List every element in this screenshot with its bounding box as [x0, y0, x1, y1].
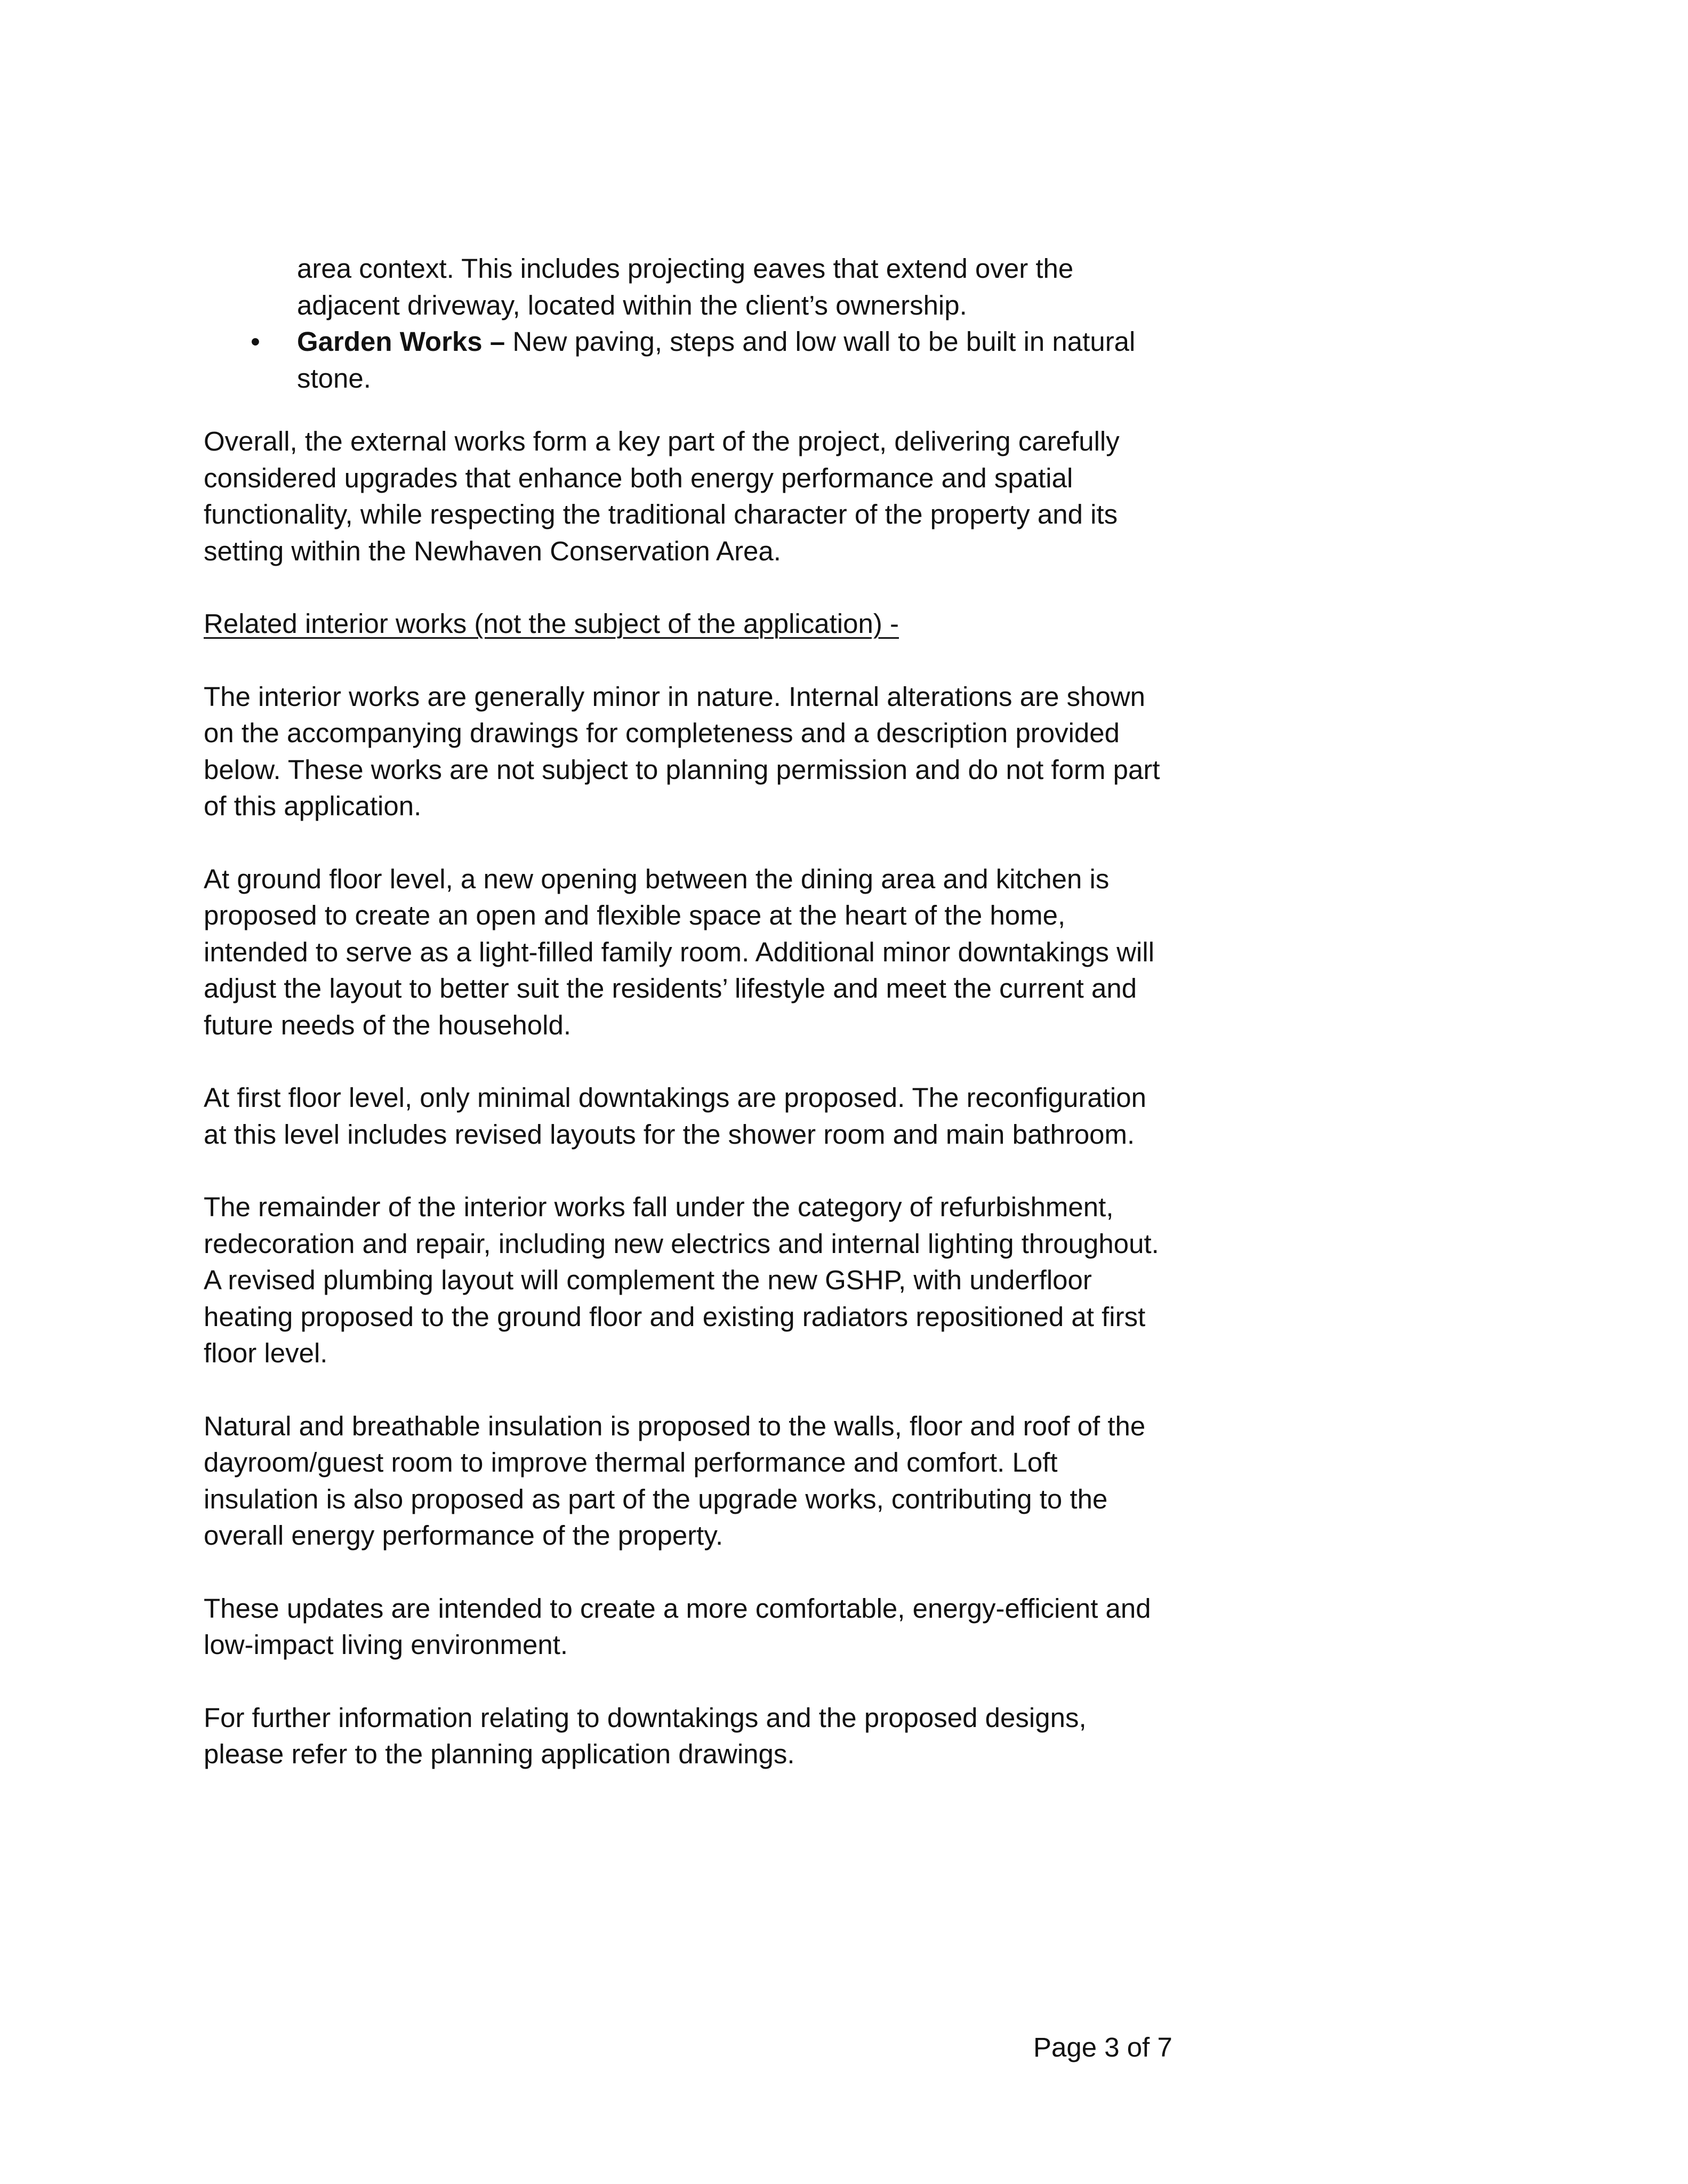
section-heading: Related interior works (not the subject of the application) -	[204, 608, 899, 639]
paragraph-remainder: The remainder of the interior works fall under the category of refurbishment, redecoration and repair, including new electrics and internal lighting throughout. A revised plumbing layout will complement the new GSHP, with underfloor heating proposed to the ground floor and existing radiators repositioned at first floor level.	[204, 1192, 1159, 1368]
paragraph-interior-intro: The interior works are generally minor in nature. Internal alterations are shown on the accompanying drawings for completeness and a description provided below. These works are not subject to planning permission and do not form part of this application.	[204, 681, 1160, 821]
paragraph-updates: These updates are intended to create a more comfortable, energy-efficient and low-impact living environment.	[204, 1593, 1151, 1660]
bullet-marker: •	[251, 326, 260, 357]
bullet-item-garden-works	[204, 324, 1174, 397]
paragraph-overall: Overall, the external works form a key part of the project, delivering carefully considered upgrades that enhance both energy performance and spatial functionality, while respecting the traditional character of the property and its setting within the Newhaven Conservation Area.	[204, 426, 1120, 566]
paragraph-insulation: Natural and breathable insulation is proposed to the walls, floor and roof of the dayroom/guest room to improve thermal performance and comfort. Loft insulation is also proposed as part of the upgrade works, contributing to the overall energy performance of the property.	[204, 1410, 1146, 1551]
bullet-continuation-text: area context. This includes projecting eaves that extend over the adjacent driveway, located within the client’s ownership.	[297, 253, 1074, 320]
page-number: Page 3 of 7	[1033, 2032, 1172, 2062]
paragraph-ground-floor: At ground floor level, a new opening between the dining area and kitchen is proposed to create an open and flexible space at the heart of the home, intended to serve as a light-filled family room. Additional minor downtakings will adjust the layout to better suit the residents’ lifestyle and meet the current and future needs of the household.	[204, 863, 1155, 1040]
paragraph-first-floor: At first floor level, only minimal downtakings are proposed. The reconfiguration at this level includes revised layouts for the shower room and main bathroom.	[204, 1082, 1146, 1150]
bullet-heading: Garden Works –	[297, 326, 505, 357]
page-body	[204, 251, 1174, 1773]
paragraph-further-info: For further information relating to downtakings and the proposed designs, please refer to the planning application drawings.	[204, 1702, 1087, 1769]
bullet-text: New paving, steps and low wall to be built in natural stone.	[297, 326, 1136, 394]
